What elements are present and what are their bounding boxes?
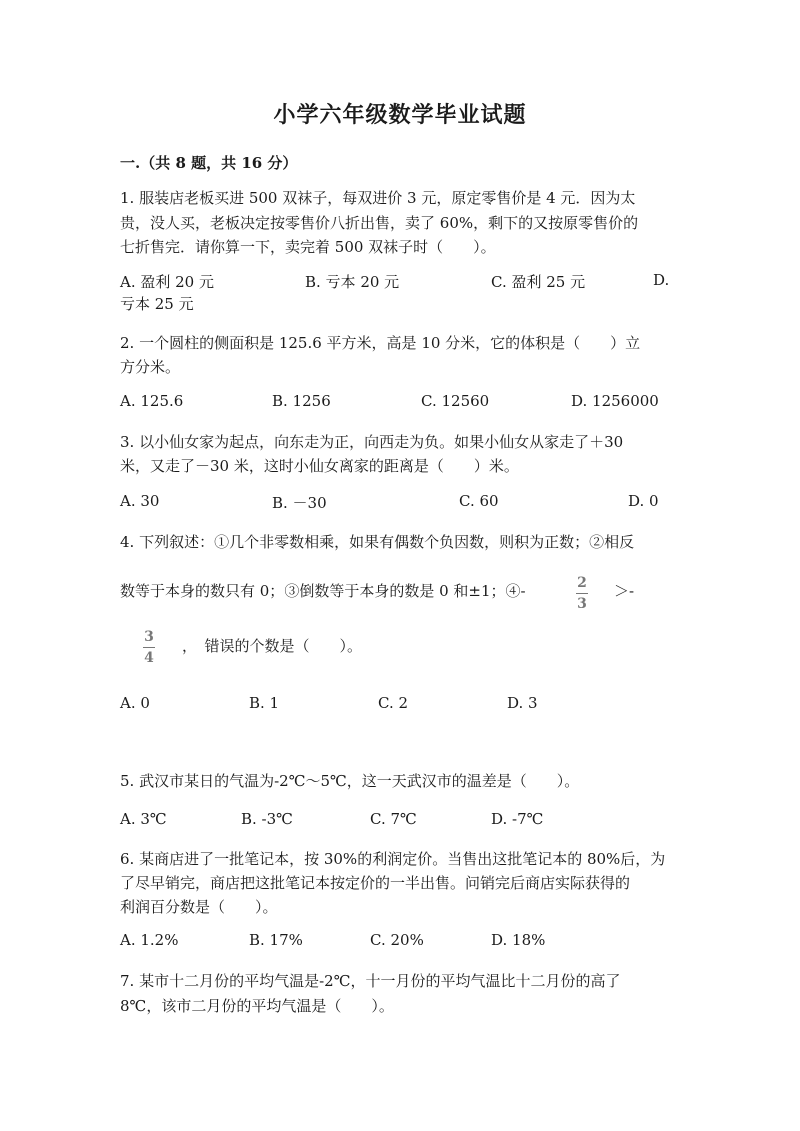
question-3-option-b[interactable]: B. －30	[272, 494, 327, 512]
fraction-denominator: 4	[144, 650, 154, 666]
question-2-line-2: 方分米。	[120, 358, 181, 376]
question-4-line-1: 4. 下列叙述：①几个非零数相乘，如果有偶数个负因数，则积为正数；②相反	[120, 533, 635, 551]
question-1-option-d[interactable]: D.	[653, 271, 670, 289]
question-3-line-1: 3. 以小仙女家为起点，向东走为正，向西走为负。如果小仙女从家走了＋30	[120, 433, 624, 451]
question-3-option-d[interactable]: D. 0	[628, 492, 659, 510]
question-5-option-c[interactable]: C. 7℃	[370, 810, 417, 828]
section-heading: 一.（共 8 题，共 16 分）	[120, 154, 298, 172]
question-1-line-3: 七折售完．请你算一下，卖完着 500 双袜子时（ ）。	[120, 238, 496, 256]
question-5-line-1: 5. 武汉市某日的气温为-2℃～5℃，这一天武汉市的温差是（ ）。	[120, 772, 580, 790]
question-1-option-d-text[interactable]: 亏本 25 元	[120, 295, 194, 313]
question-1-option-b[interactable]: B. 亏本 20 元	[305, 273, 400, 291]
question-4-greater-than: ＞-	[614, 582, 635, 600]
question-5-option-b[interactable]: B. -3℃	[241, 810, 293, 828]
question-4-line-3: ， 错误的个数是（ ）。	[182, 637, 363, 655]
question-1-option-c[interactable]: C. 盈利 25 元	[491, 273, 586, 291]
question-1-line-1: 1. 服装店老板买进 500 双袜子，每双进价 3 元，原定零售价是 4 元．因为太	[120, 189, 636, 207]
fraction-three-quarters	[143, 630, 155, 665]
question-6-option-a[interactable]: A. 1.2%	[120, 931, 179, 949]
question-2-option-d[interactable]: D. 1256000	[571, 392, 659, 410]
fraction-bar	[143, 647, 155, 648]
question-1-option-a[interactable]: A. 盈利 20 元	[120, 273, 214, 291]
fraction-numerator: 2	[577, 575, 587, 591]
question-3-line-2: 米，又走了－30 米，这时小仙女离家的距离是（ ）米。	[120, 457, 519, 475]
question-7-line-2: 8℃，该市二月份的平均气温是（ ）。	[120, 997, 394, 1015]
question-4-line-2: 数等于本身的数只有 0；③倒数等于本身的数是 0 和±1；④-	[120, 582, 526, 600]
question-6-option-b[interactable]: B. 17%	[249, 931, 303, 949]
fraction-bar	[576, 593, 588, 594]
question-6-line-1: 6. 某商店进了一批笔记本，按 30%的利润定价。当售出这批笔记本的 80%后，为	[120, 850, 666, 868]
question-2-option-c[interactable]: C. 12560	[421, 392, 490, 410]
question-4-option-c[interactable]: C. 2	[378, 694, 409, 712]
question-4-option-b[interactable]: B. 1	[249, 694, 280, 712]
question-5-option-a[interactable]: A. 3℃	[120, 810, 167, 828]
question-3-option-a[interactable]: A. 30	[120, 492, 160, 510]
question-2-option-a[interactable]: A. 125.6	[120, 392, 184, 410]
question-6-line-2: 了尽早销完，商店把这批笔记本按定价的一半出售。问销完后商店实际获得的	[120, 874, 631, 892]
question-2-option-b[interactable]: B. 1256	[272, 392, 331, 410]
question-6-option-c[interactable]: C. 20%	[370, 931, 424, 949]
fraction-denominator: 3	[577, 596, 587, 612]
fraction-two-thirds	[576, 576, 588, 611]
question-5-option-d[interactable]: D. -7℃	[491, 810, 544, 828]
question-6-line-3: 利润百分数是（ ）。	[120, 898, 278, 916]
page-title: 小学六年级数学毕业试题	[273, 102, 527, 128]
question-6-option-d[interactable]: D. 18%	[491, 931, 546, 949]
question-4-option-d[interactable]: D. 3	[507, 694, 538, 712]
question-2-line-1: 2. 一个圆柱的侧面积是 125.6 平方米，高是 10 分米，它的体积是（ ）立	[120, 334, 641, 352]
fraction-numerator: 3	[144, 629, 154, 645]
question-4-option-a[interactable]: A. 0	[120, 694, 150, 712]
question-1-line-2: 贵，没人买，老板决定按零售价八折出售，卖了 60%，剩下的又按原零售价的	[120, 214, 639, 232]
question-7-line-1: 7. 某市十二月份的平均气温是-2℃，十一月份的平均气温比十二月份的高了	[120, 972, 621, 990]
question-3-option-c[interactable]: C. 60	[459, 492, 499, 510]
